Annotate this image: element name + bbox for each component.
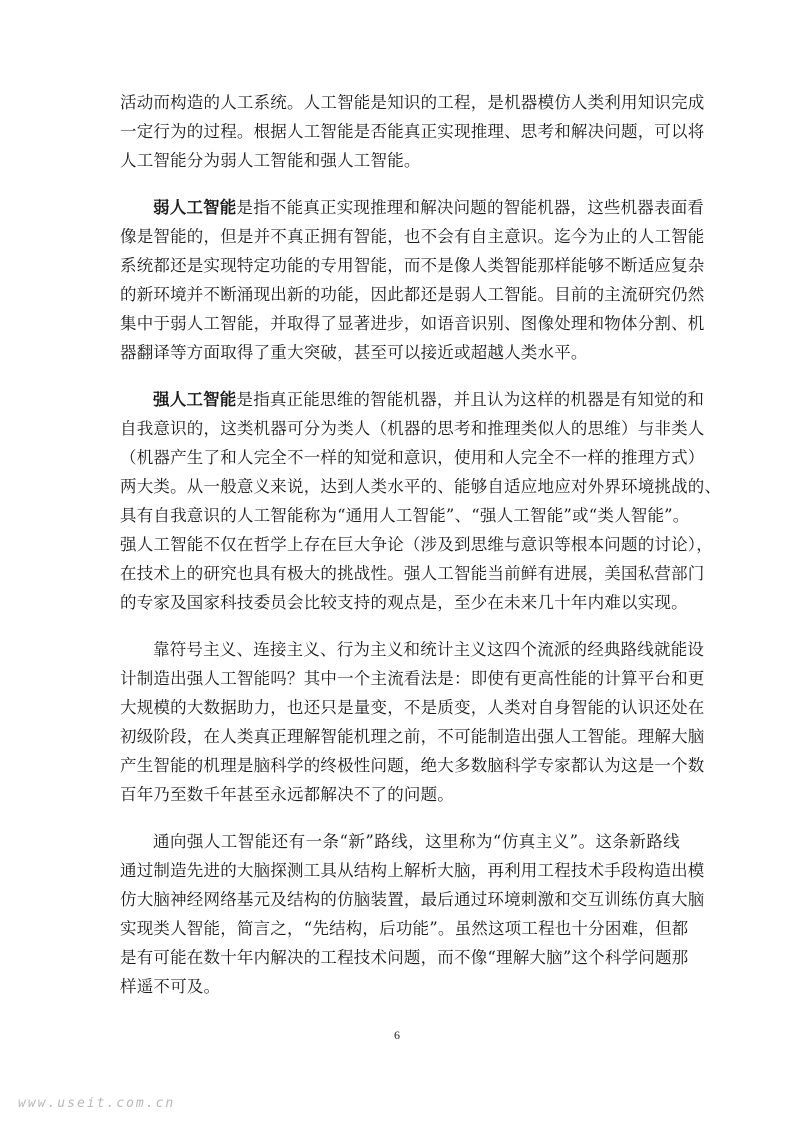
term-strong-ai: 强人工智能	[153, 390, 237, 409]
text-line-content: 是指不能真正实现推理和解决问题的智能机器，这些机器表面看	[236, 198, 705, 217]
text-line: 一定行为的过程。根据人工智能是否能真正实现推理、思考和解决问题，可以将	[120, 122, 705, 141]
text-line: 像是智能的，但是并不真正拥有智能，也不会有自主意识。迄今为止的人工智能	[120, 227, 705, 246]
text-line: 系统都还是实现特定功能的专用智能，而不是像人类智能那样能够不断适应复杂	[120, 256, 705, 275]
body-text	[120, 88, 722, 1001]
text-line: 活动而构造的人工系统。人工智能是知识的工程，是机器模仿人类利用知识完成	[120, 93, 705, 112]
text-line: 自我意识的，这类机器可分为类人（机器的思考和推理类似人的思维）与非类人	[120, 419, 705, 438]
text-line: 样遥不可及。	[120, 977, 221, 996]
page-number: 6	[394, 1028, 400, 1042]
text-line: 靠符号主义、连接主义、行为主义和统计主义这四个流派的经典路线就能设	[153, 640, 705, 659]
paragraph-gap	[120, 617, 680, 635]
text-line	[120, 385, 705, 414]
paragraph-gap	[120, 809, 680, 827]
text-line: 具有自我意识的人工智能称为“通用人工智能”、“强人工智能”或“类人智能”。	[120, 506, 690, 525]
text-line: 在技术上的研究也具有极大的挑战性。强人工智能当前鲜有进展，美国私营部门	[120, 564, 705, 583]
paragraph-gap	[120, 175, 680, 193]
paragraph-strong-ai	[120, 385, 722, 617]
text-line: 两大类。从一般意义来说，达到人类水平的、能够自适应地应对外界环境挑战的、	[120, 477, 722, 496]
paragraph-classical-routes	[120, 635, 705, 809]
paragraph-gap	[120, 367, 680, 385]
text-line: 器翻译等方面取得了重大突破，甚至可以接近或超越人类水平。	[120, 343, 588, 362]
text-line: 通向强人工智能还有一条“新”路线，这里称为“仿真主义”。这条新路线	[153, 832, 680, 851]
term-weak-ai: 弱人工智能	[153, 198, 237, 217]
text-line: 百年乃至数千年甚至永远都解决不了的问题。	[120, 785, 454, 804]
site-watermark: www.useit.com.cn	[18, 1096, 176, 1111]
paragraph-simulationism	[120, 827, 705, 1001]
text-line: 的专家及国家科技委员会比较支持的观点是，至少在未来几十年内难以实现。	[120, 593, 688, 612]
text-line	[120, 193, 705, 222]
paragraph-ai-definition	[120, 88, 705, 175]
text-line: 产生智能的机理是脑科学的终极性问题，绝大多数脑科学专家都认为这是一个数	[120, 756, 705, 775]
paragraph-weak-ai	[120, 193, 705, 367]
text-line: 通过制造先进的大脑探测工具从结构上解析大脑，再利用工程技术手段构造出模	[120, 861, 705, 880]
text-line: 仿大脑神经网络基元及结构的仿脑装置，最后通过环境刺激和交互训练仿真大脑	[120, 890, 705, 909]
text-line: 集中于弱人工智能，并取得了显著进步，如语音识别、图像处理和物体分割、机	[120, 314, 705, 333]
text-line: 强人工智能不仅在哲学上存在巨大争论（涉及到思维与意识等根本问题的讨论），	[120, 535, 713, 554]
text-line: 的新环境并不断涌现出新的功能，因此都还是弱人工智能。目前的主流研究仍然	[120, 285, 705, 304]
text-line: （机器产生了和人完全不一样的知觉和意识，使用和人完全不一样的推理方式）	[120, 448, 705, 467]
text-line: 实现类人智能，简言之，“先结构，后功能”。虽然这项工程也十分困难，但都	[120, 919, 689, 938]
text-line: 初级阶段，在人类真正理解智能机理之前，不可能制造出强人工智能。理解大脑	[120, 727, 705, 746]
text-line: 计制造出强人工智能吗？其中一个主流看法是：即使有更高性能的计算平台和更	[120, 669, 705, 688]
text-line: 大规模的大数据助力，也还只是量变，不是质变，人类对自身智能的认识还处在	[120, 698, 705, 717]
text-line: 人工智能分为弱人工智能和强人工智能。	[120, 151, 421, 170]
text-line: 是有可能在数十年内解决的工程技术问题，而不像“理解大脑”这个科学问题那	[120, 948, 689, 967]
text-line-content: 是指真正能思维的智能机器，并且认为这样的机器是有知觉的和	[236, 390, 705, 409]
